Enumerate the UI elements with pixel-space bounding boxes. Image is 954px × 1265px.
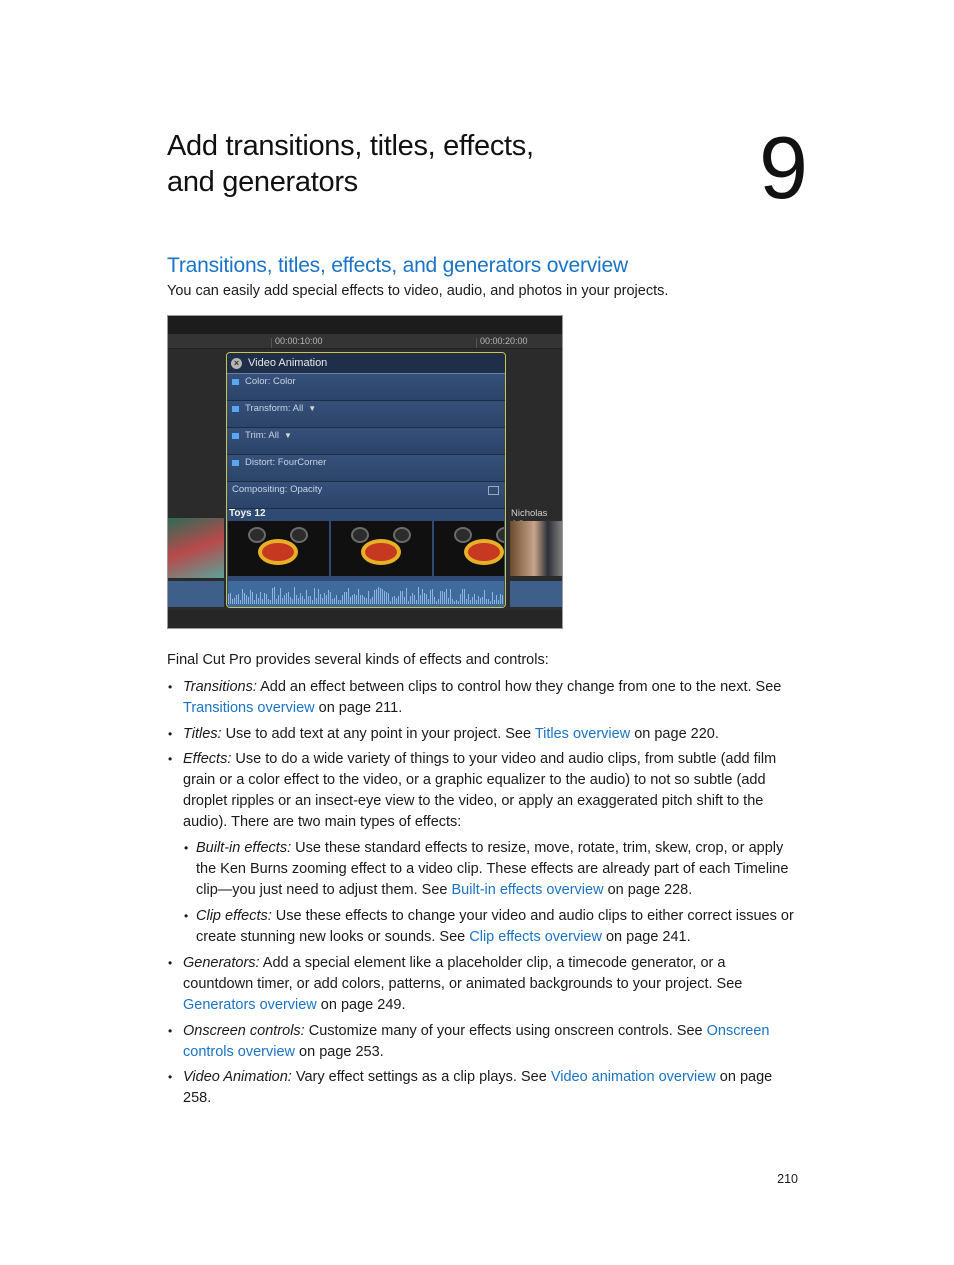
built-in-effects-overview-link[interactable]: Built-in effects overview [451, 882, 604, 898]
page-number: 210 [777, 1172, 798, 1186]
animation-row-distort [227, 455, 505, 482]
chevron-down-icon: ▼ [308, 404, 317, 413]
row-label: Color: Color [245, 376, 296, 387]
chapter-number: 9 [759, 118, 808, 217]
timeline-ruler [168, 334, 562, 349]
row-label: Trim: All [245, 430, 279, 441]
section-intro: You can easily add special effects to video, audio, and photos in your projects. [167, 283, 669, 299]
chapter-title-line-2: and generators [167, 166, 358, 198]
item-text: Customize many of your effects using onscreen controls. See [304, 1022, 707, 1039]
effects-sublist [183, 838, 797, 948]
onscreen-controls-overview-link[interactable]: Onscreen controls overview [183, 1022, 770, 1060]
item-text: Use to do a wide variety of things to your video and audio clips, from subtle (add film grain or a color effect to the video, or a graphic equalizer to the audio) to not so subtle (add droplet ripples or an insect-eye view to the video, or apply an exaggerated pitch shift to the audio). There are two main types of effects: [183, 751, 777, 830]
clip-audio-waveform [228, 581, 504, 607]
item-page-ref: on page 249. [316, 997, 406, 1013]
list-item [167, 724, 797, 745]
chapter-title-line-1: Add transitions, titles, effects, [167, 130, 534, 162]
item-page-ref: on page 211. [314, 700, 403, 716]
expand-icon [488, 486, 499, 495]
animation-row-color [227, 374, 505, 401]
clip-filmstrip-frame [331, 521, 432, 576]
transitions-overview-link[interactable]: Transitions overview [183, 700, 315, 716]
timeline-bottom-bar [168, 610, 562, 629]
item-page-ref: on page 241. [601, 929, 691, 945]
item-text: Use these standard effects to resize, move, rotate, trim, skew, crop, or apply the Ken Burns zooming effect to a video clip. These effects are already part of each Timeline clip—you just need to adjust them. See [196, 840, 789, 898]
close-icon: × [231, 358, 242, 369]
chapter-title [167, 128, 727, 200]
clip-filmstrip-frame [434, 521, 504, 576]
item-text: Add a special element like a placeholder clip, a timecode generator, or a countdown timer, or add colors, patterns, or animated backgrounds to your project. See [183, 955, 743, 992]
item-term: Titles: [183, 725, 222, 742]
chevron-down-icon: ▼ [283, 431, 292, 440]
row-label: Distort: FourCorner [245, 457, 327, 468]
item-term: Onscreen controls: [183, 1022, 305, 1039]
item-page-ref: on page 220. [630, 725, 719, 742]
titles-overview-link[interactable]: Titles overview [534, 725, 631, 742]
item-page-ref: on page 258. [183, 1069, 773, 1106]
keyframe-toggle-icon [232, 406, 239, 412]
item-term: Generators: [183, 955, 260, 971]
previous-clip-audio [168, 581, 224, 607]
previous-clip-thumbnail [168, 518, 224, 578]
keyframe-toggle-icon [232, 433, 239, 439]
next-clip-name: Nicholas [511, 508, 548, 519]
generators-overview-link[interactable]: Generators overview [183, 997, 317, 1013]
list-item [167, 749, 797, 948]
ruler-tick-mark [271, 338, 272, 348]
item-text: Use to add text at any point in your project. See [221, 725, 535, 742]
item-term: Effects: [183, 751, 232, 767]
list-item [167, 677, 797, 719]
next-clip-audio [510, 581, 563, 607]
list-item [183, 906, 797, 948]
timeline-top-bar [168, 316, 562, 334]
list-item [183, 838, 797, 901]
effects-list [167, 677, 797, 1114]
item-text: Use these effects to change your video and audio clips to either correct issues or create stunning new looks or sounds. See [196, 908, 794, 945]
keyframe-toggle-icon [232, 379, 239, 385]
next-clip-thumbnail [510, 521, 563, 576]
item-page-ref: on page 253. [295, 1043, 384, 1060]
body-lead: Final Cut Pro provides several kinds of effects and controls: [167, 652, 549, 668]
item-term: Built-in effects: [196, 840, 292, 856]
video-animation-overview-link[interactable]: Video animation overview [550, 1069, 716, 1085]
timeline-screenshot [167, 315, 563, 629]
animation-row-trim [227, 428, 505, 455]
keyframe-toggle-icon [232, 460, 239, 466]
ruler-tick-label: 00:00:10:00 [275, 336, 323, 346]
ruler-tick-label: 00:00:20:00 [480, 336, 528, 346]
animation-row-transform [227, 401, 505, 428]
item-text: Vary effect settings as a clip plays. See [291, 1069, 551, 1085]
section-heading: Transitions, titles, effects, and generators overview [167, 254, 628, 277]
item-text: Add an effect between clips to control how they change from one to the next. See [256, 679, 782, 695]
clip-name: Toys 12 [229, 508, 266, 519]
clip-filmstrip-frame [228, 521, 329, 576]
item-term: Transitions: [183, 679, 257, 695]
item-term: Video Animation: [183, 1069, 292, 1085]
clip-effects-overview-link[interactable]: Clip effects overview [469, 929, 602, 945]
row-label: Transform: All [245, 403, 304, 414]
video-animation-title: Video Animation [248, 357, 328, 369]
ruler-tick-mark [476, 338, 477, 348]
video-animation-header [227, 353, 505, 374]
item-term: Clip effects: [196, 908, 272, 924]
item-page-ref: on page 228. [603, 882, 693, 898]
row-label: Compositing: Opacity [232, 484, 323, 495]
list-item [167, 1021, 797, 1063]
list-item [167, 953, 797, 1016]
animation-row-compositing [227, 482, 505, 509]
list-item [167, 1067, 797, 1109]
